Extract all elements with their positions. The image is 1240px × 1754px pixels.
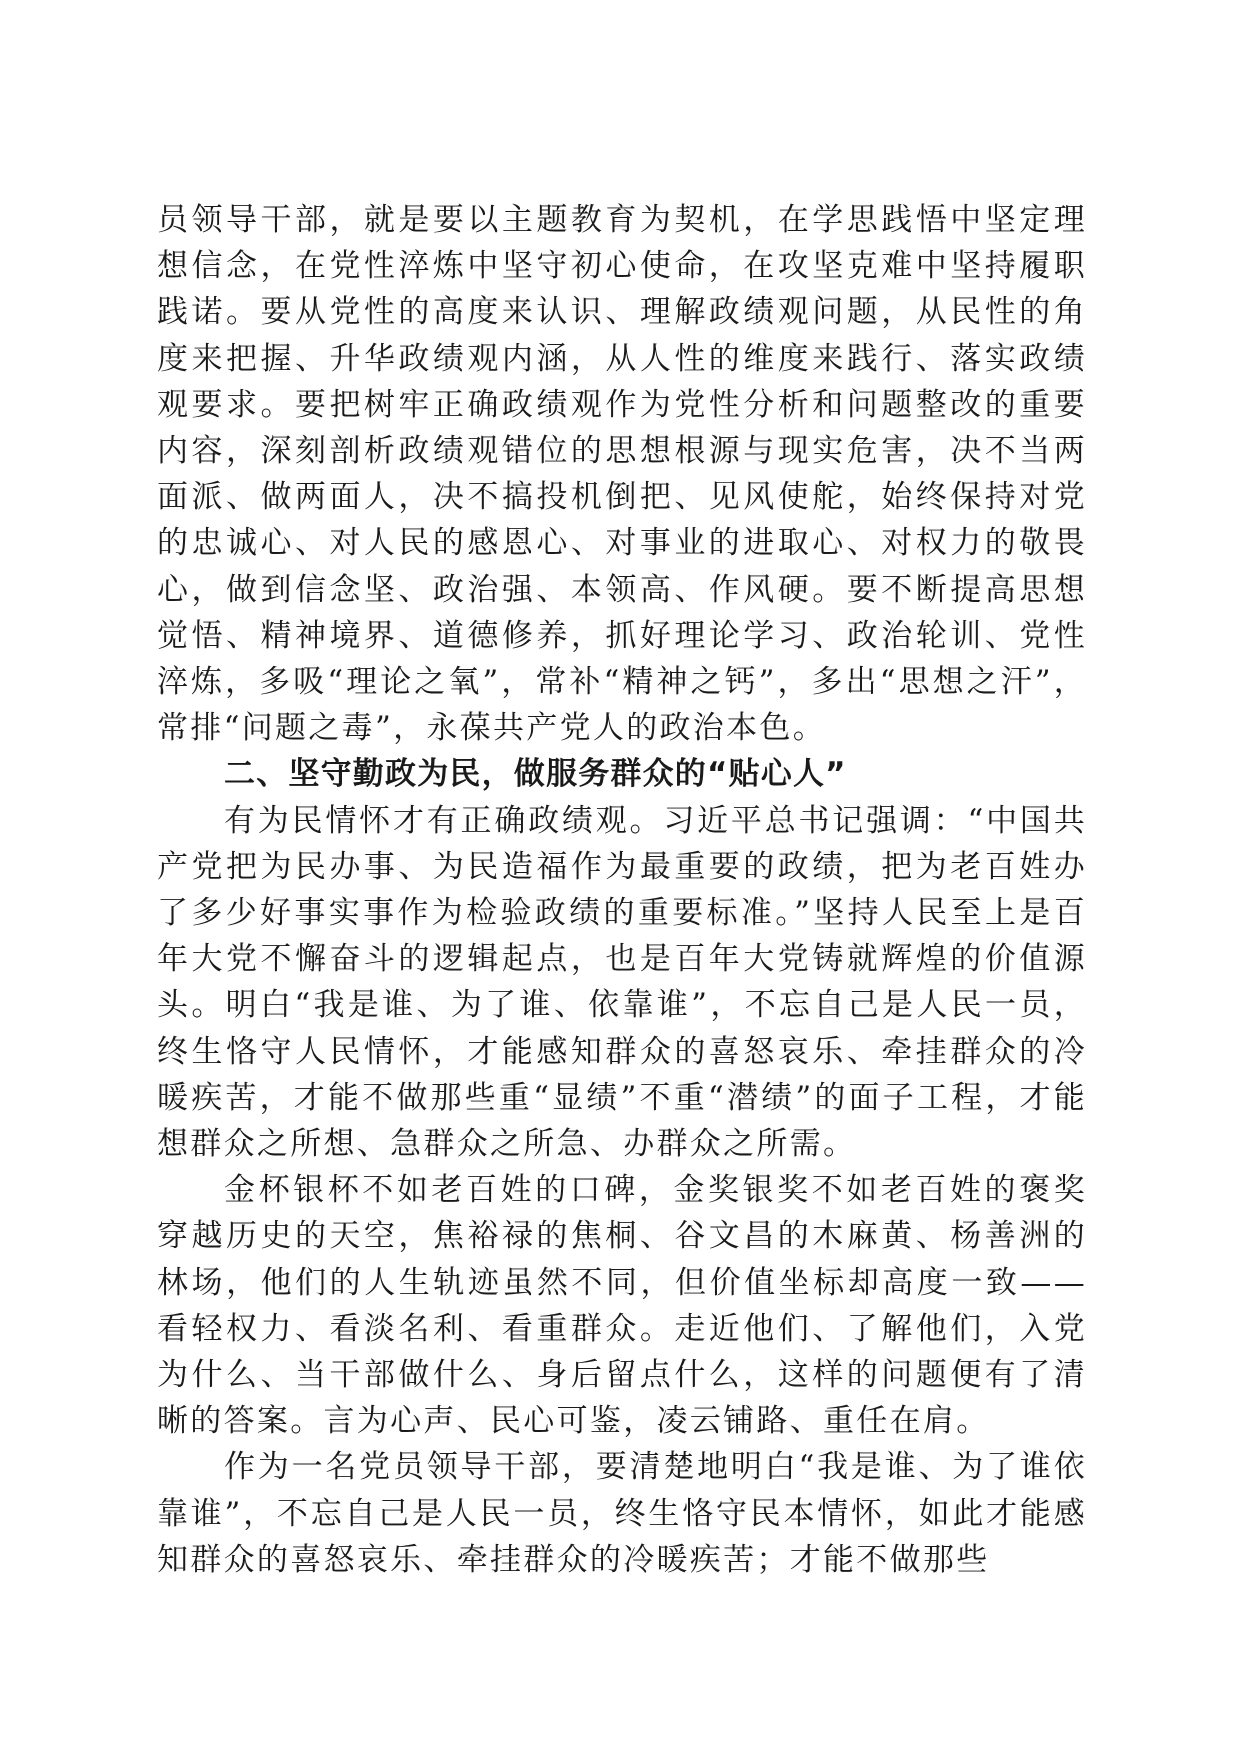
body-paragraph-continuation: 员领导干部，就是要以主题教育为契机，在学思践悟中坚定理想信念，在党性淬炼中坚守初心使命，在攻坚克难中坚持履职践诺。要从党性的高度来认识、理解政绩观问题，从民性的角度来把握、升华政绩观内涵，从人性的维度来践行、落实政绩观要求。要把树牢正确政绩观作为党性分析和问题整改的重要内容，深刻剖析政绩观错位的思想根源与现实危害，决不当两面派、做两面人，决不搞投机倒把、见风使舵，始终保持对党的忠诚心、对人民的感恩心、对事业的进取心、对权力的敬畏心，做到信念坚、政治强、本领高、作风硬。要不断提高思想觉悟、精神境界、道德修养，抓好理论学习、政治轮训、党性淬炼，多吸“理论之氧”，常补“精神之钙”，多出“思想之汗”，常排“问题之毒”，永葆共产党人的政治本色。 xyxy=(157,202,1087,747)
body-paragraph: 金杯银杯不如老百姓的口碑，金奖银奖不如老百姓的褒奖穿越历史的天空，焦裕禄的焦桐、谷文昌的木麻黄、杨善洲的林场，他们的人生轨迹虽然不同，但价值坐标却高度一致——看轻权力、看淡名利、看重群众。走近他们、了解他们，入党为什么、当干部做什么、身后留点什么，这样的问题便有了清晰的答案。言为心声、民心可鉴，凌云铺路、重任在肩。 xyxy=(157,1172,1087,1440)
body-paragraph: 有为民情怀才有正确政绩观。习近平总书记强调：“中国共产党把为民办事、为民造福作为最重要的政绩，把为老百姓办了多少好事实事作为检验政绩的重要标准。”坚持人民至上是百年大党不懈奋斗的逻辑起点，也是百年大党铸就辉煌的价值源头。明白“我是谁、为了谁、依靠谁”，不忘自己是人民一员，终生恪守人民情怀，才能感知群众的喜怒哀乐、牵挂群众的冷暖疾苦，才能不做那些重“显绩”不重“潜绩”的面子工程，才能想群众之所想、急群众之所急、办群众之所需。 xyxy=(157,802,1087,1163)
body-paragraph: 作为一名党员领导干部，要清楚地明白“我是谁、为了谁依靠谁”，不忘自己是人民一员，终生恪守民本情怀，如此才能感知群众的喜怒哀乐、牵挂群众的冷暖疾苦；才能不做那些 xyxy=(157,1449,1087,1578)
section-heading: 二、坚守勤政为民，做服务群众的“贴心人” xyxy=(224,756,847,793)
document-body xyxy=(157,197,1087,1583)
